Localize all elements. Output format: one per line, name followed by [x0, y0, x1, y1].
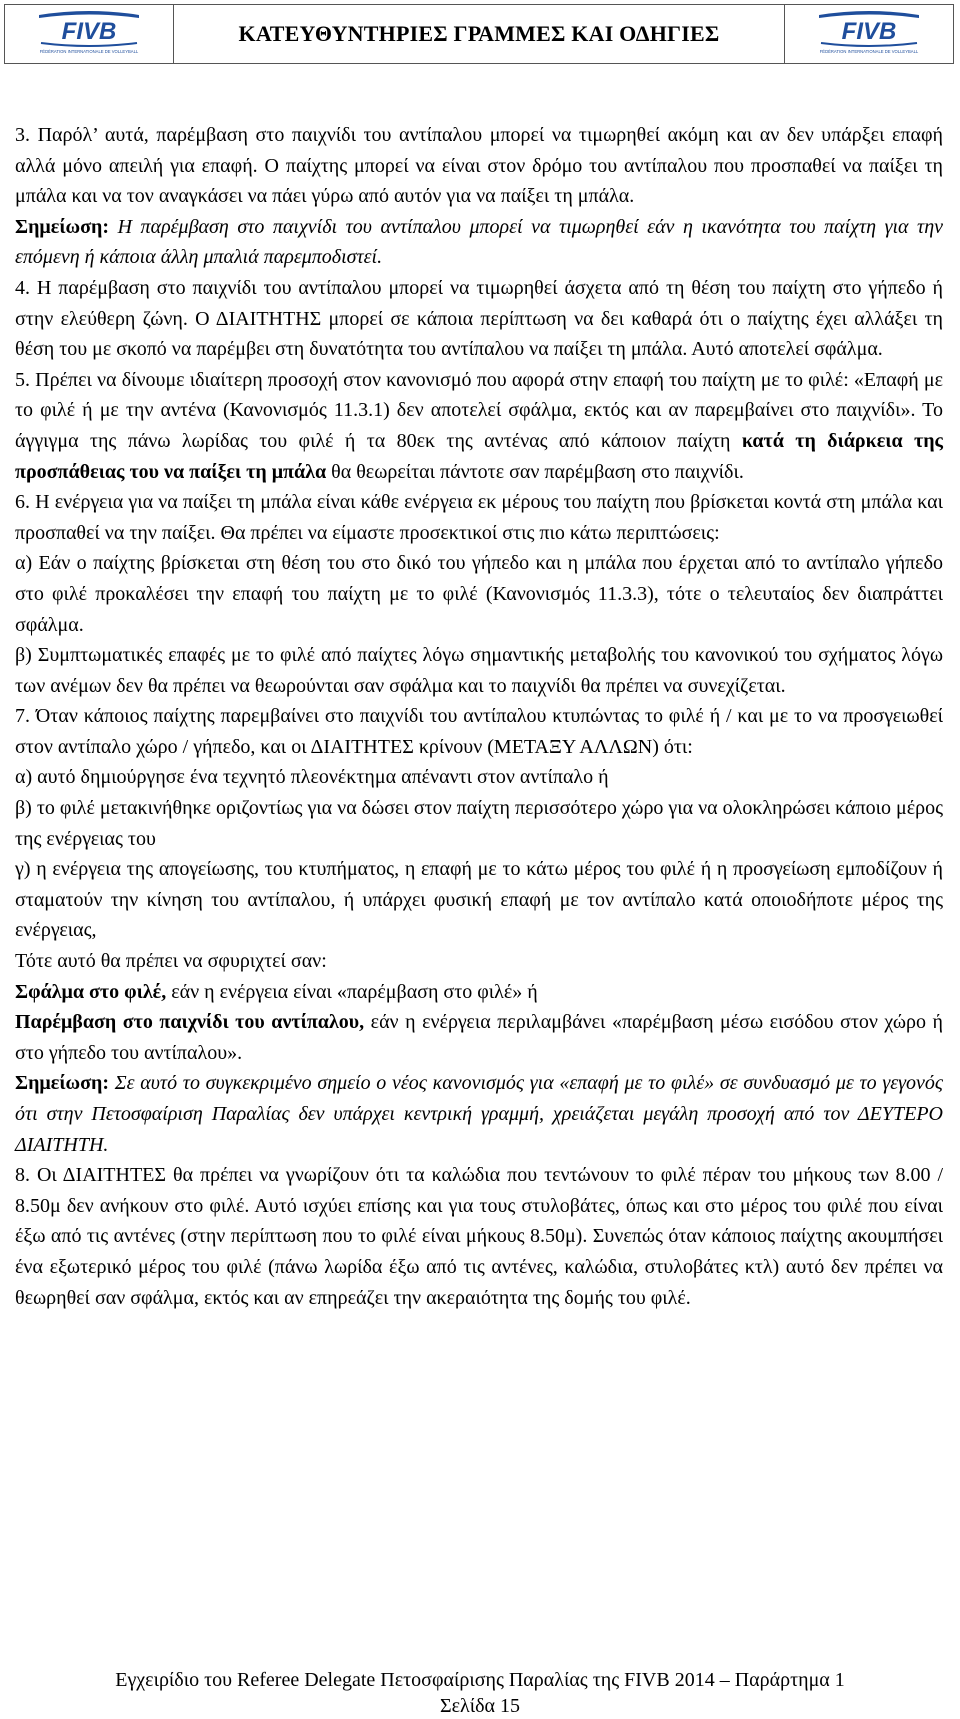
page-header: [4, 4, 954, 64]
paragraph-7a: α) αυτό δημιούργησε ένα τεχνητό πλεονέκτημα απέναντι στον αντίπαλο ή: [15, 766, 609, 789]
paragraph-5: [15, 365, 943, 487]
paragraph-4: 4. Η παρέμβαση στο παιχνίδι του αντίπαλου μπορεί να τιμωρηθεί άσχετα από τη θέση του παίχτη στο γήπεδο ή στην ελεύθερη ζώνη. Ο ΔΙΑΙΤΗΤΗΣ μπορεί σε κάποια περίπτωση να δει καθαρά ότι ο παίχτης έχει αλλάξει τη θέση του με σκοπό να παρέμβει στη δυνατότητα του αντίπαλου να παίξει τη μπάλα. Αυτό αποτελεί σφάλμα.: [15, 276, 943, 361]
footer-title: Εγχειρίδιο του Referee Delegate Πετοσφαίρισης Παραλίας της FIVB 2014 – Παράρτημα 1: [115, 1669, 845, 1691]
fivb-logo-left: [5, 5, 174, 63]
paragraph-7: 7. Όταν κάποιος παίχτης παρεμβαίνει στο παιχνίδι του αντίπαλου κτυπώντας το φιλέ ή / και με το να προσγειωθεί στον αντίπαλο χώρο / γήπεδο, και οι ΔΙΑΙΤΗΤΕΣ κρίνουν (ΜΕΤΑΞΥ ΑΛΛΩΝ) ότι:: [15, 705, 943, 758]
paragraph-8: 8. Οι ΔΙΑΙΤΗΤΕΣ θα πρέπει να γνωρίζουν ότι τα καλώδια που τεντώνουν το φιλέ πέραν του μήκους των 8.00 / 8.50μ δεν ανήκουν στο φιλέ. Αυτό ισχύει επίσης και για τους στυλοβάτες, όπως και στο μέρος του φιλέ που είναι έξω από τις αντένες (στην περίπτωση που το φιλέ είναι μήκους 8.50μ). Συνεπώς όταν κάποιος παίχτης ακουμπήσει ένα εξωτερικό μέρος του φιλέ (πάνω λωρίδα έξω από τις αντένες, καλώδια, στυλοβάτες κτλ) αυτό δεν πρέπει να θεωρηθεί σαν σφάλμα, εκτός και αν επηρεάζει την ακεραιότητα της δομής του φιλέ.: [15, 1164, 943, 1309]
paragraph-7f: [15, 1007, 943, 1068]
paragraph-6: 6. Η ενέργεια για να παίξει τη μπάλα είναι κάθε ενέργεια εκ μέρους του παίχτη που βρίσκεται κοντά στη μπάλα και προσπαθεί να την παίξει. Θα πρέπει να είμαστε προσεκτικοί στις πιο κάτω περιπτώσεις:: [15, 491, 943, 544]
net-fault-text: εάν η ενέργεια είναι «παρέμβαση στο φιλέ» ή: [166, 980, 538, 1003]
document-body: [15, 120, 943, 1313]
paragraph-7d: Τότε αυτό θα πρέπει να σφυριχτεί σαν:: [15, 950, 327, 973]
logo-text: FIVB: [841, 18, 897, 45]
note-label: Σημείωση:: [15, 1072, 110, 1095]
paragraph-6a: α) Εάν ο παίχτης βρίσκεται στη θέση του στο δικό του γήπεδο και η μπάλα που έρχεται από το αντίπαλο γήπεδο στο φιλέ προκαλέσει την επαφή του παίχτη με το φιλέ (Κανονισμός 11.3.3), τότε ο τελευταίος δεν διαπράττει σφάλμα.: [15, 552, 943, 636]
paragraph-5-end: θα θεωρείται πάντοτε σαν παρέμβαση στο παιχνίδι.: [326, 460, 744, 483]
paragraph-7e: [15, 977, 943, 1008]
fivb-logo-right: [784, 5, 953, 63]
page-number: Σελίδα 15: [439, 1695, 521, 1717]
paragraph-7c: γ) η ενέργεια της απογείωσης, του κτυπήματος, η επαφή με το κάτω μέρος του φιλέ ή η προσγείωση εμποδίζουν ή σταματούν την κίνηση του αντίπαλου, ή υπάρχει φυσική επαφή με τον αντίπαλο κατά οποιοδήποτε μέρος της ενέργειας,: [15, 858, 943, 942]
logo-text: FIVB: [61, 18, 117, 45]
paragraph-7b: β) το φιλέ μετακινήθηκε οριζοντίως για να δώσει στον παίχτη περισσότερο χώρο για να ολοκληρώσει κάποιο μέρος της ενέργειας του: [15, 797, 943, 850]
logo-subtext: FÉDÉRATION INTERNATIONALE DE VOLLEYBALL: [39, 49, 139, 54]
net-fault-label: Σφάλμα στο φιλέ,: [15, 980, 167, 1003]
note-text: Σε αυτό το συγκεκριμένο σημείο ο νέος κανονισμός για «επαφή με το φιλέ» σε συνδυασμό με το γεγονός ότι στην Πετοσφαίριση Παραλίας δεν υπάρχει κεντρική γραμμή, χρειάζεται μεγάλη προσοχή από τον ΔΕΥΤΕΡΟ ΔΙΑΙΤΗΤΗ.: [15, 1072, 943, 1156]
paragraph-5-bold: κατά τη διάρκεια της προσπάθειας του να παίξει τη μπάλα: [15, 429, 943, 483]
note-text: Η παρέμβαση στο παιχνίδι του αντίπαλου μπορεί να τιμωρηθεί εάν η ικανότητα του παίχτη για την επόμενη ή κάποια άλλη μπαλιά παρεμποδιστεί.: [15, 215, 943, 269]
paragraph-6b: β) Συμπτωματικές επαφές με το φιλέ από παίχτες λόγω σημαντικής μεταβολής του κανονικού του σχήματος λόγω των ανέμων δεν θα πρέπει να θεωρούνται σαν σφάλμα και το παιχνίδι θα πρέπει να συνεχίζεται.: [15, 644, 943, 697]
interference-text: εάν η ενέργεια περιλαμβάνει «παρέμβαση μέσω εισόδου στον χώρο ή στο γήπεδο του αντίπαλου».: [15, 1011, 943, 1064]
note-1: [15, 212, 943, 273]
header-title: ΚΑΤΕΥΘΥΝΤΗΡΙΕΣ ΓΡΑΜΜΕΣ ΚΑΙ ΟΔΗΓΙΕΣ: [238, 21, 720, 46]
fivb-logo-icon: [809, 9, 929, 59]
note-label: Σημείωση:: [15, 215, 110, 238]
interference-label: Παρέμβαση στο παιχνίδι του αντίπαλου,: [15, 1011, 365, 1034]
paragraph-3: 3. Παρόλ’ αυτά, παρέμβαση στο παιχνίδι του αντίπαλου μπορεί να τιμωρηθεί ακόμη και αν δεν υπάρξει επαφή αλλά μόνο απειλή για επαφή. Ο παίχτης μπορεί να είναι στον δρόμο του αντίπαλου που προσπαθεί να παίξει τη μπάλα και να τον αναγκάσει να πάει γύρω από αυτόν για να παίξει τη μπάλα.: [15, 124, 943, 208]
fivb-logo-icon: [29, 9, 149, 59]
logo-subtext: FÉDÉRATION INTERNATIONALE DE VOLLEYBALL: [819, 49, 919, 54]
paragraph-5-text: 5. Πρέπει να δίνουμε ιδιαίτερη προσοχή στον κανονισμό που αφορά στην επαφή του παίχτη με το φιλέ: «Επαφή με το φιλέ ή με την αντένα (Κανονισμός 11.3.1) δεν αποτελεί σφάλμα, εκτός και αν παρεμβαίνει στο παιχνίδι». Το άγγιγμα της πάνω λωρίδας του φιλέ ή τα 80εκ της αντένας από κάποιον παίχτη: [15, 368, 943, 452]
page-footer: [0, 1667, 960, 1719]
note-2: [15, 1068, 943, 1160]
